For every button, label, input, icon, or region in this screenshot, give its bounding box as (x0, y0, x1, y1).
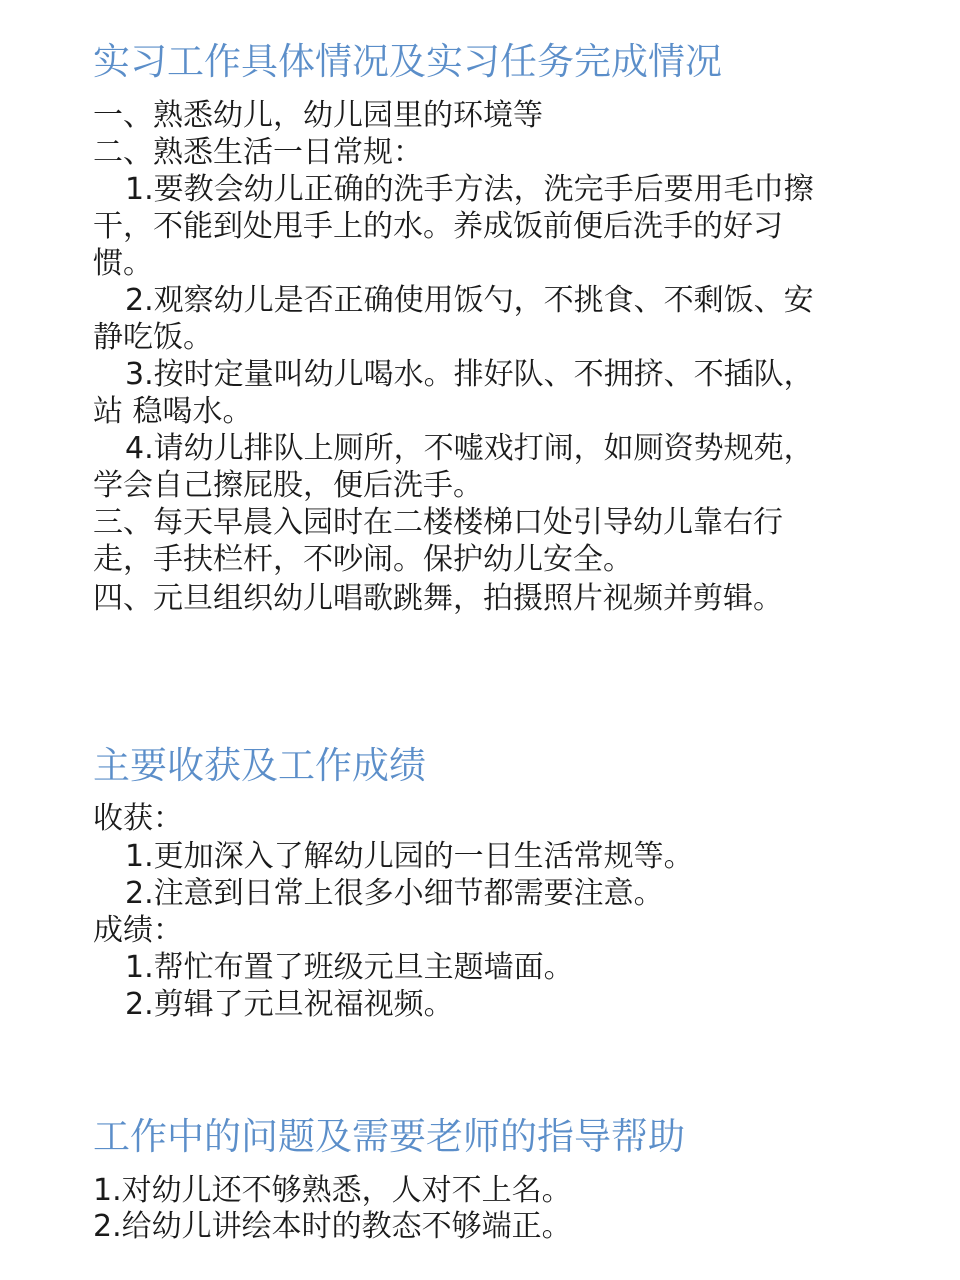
text-line: 3.按时定量叫幼儿喝水。排好队、不拥挤、不插队， (125, 357, 814, 392)
text-line: 四、元旦组织幼儿唱歌跳舞，拍摄照片视频并剪辑。 (93, 581, 783, 616)
text-line: 三、每天早晨入园时在二楼楼梯口处引导幼儿靠右行 (93, 505, 783, 540)
text-line: 2.注意到日常上很多小细节都需要注意。 (125, 876, 664, 911)
text-line: 1.要教会幼儿正确的洗手方法，洗完手后要用毛巾擦 (125, 172, 814, 207)
text-line: 1.帮忙布置了班级元旦主题墙面。 (125, 950, 574, 985)
text-line: 走，手扶栏杆，不吵闹。保护幼儿安全。 (93, 542, 633, 577)
text-line: 4.请幼儿排队上厕所，不嘘戏打闹，如厕资势规苑， (125, 431, 814, 466)
section-heading: 主要收获及工作成绩 (93, 744, 426, 787)
text-line: 一、熟悉幼儿，幼儿园里的环境等 (93, 98, 543, 133)
text-line: 1.更加深入了解幼儿园的一日生活常规等。 (125, 839, 694, 874)
section-heading: 工作中的问题及需要老师的指导帮助 (93, 1115, 685, 1158)
text-line: 惯。 (93, 246, 153, 281)
text-line: 二、熟悉生活一日常规： (93, 135, 423, 170)
text-line: 干，不能到处甩手上的水。养成饭前便后洗手的好习 (93, 209, 783, 244)
text-line: 2.观察幼儿是否正确使用饭勺，不挑食、不剩饭、安 (125, 283, 814, 318)
text-line: 站 稳喝水。 (93, 394, 253, 429)
text-line: 成绩： (93, 913, 183, 948)
text-line: 1.对幼儿还不够熟悉，人对不上名。 (93, 1173, 572, 1208)
text-line: 2.剪辑了元旦祝福视频。 (125, 987, 454, 1022)
text-line: 2.给幼儿讲绘本时的教态不够端正。 (93, 1209, 572, 1244)
text-line: 静吃饭。 (93, 320, 213, 355)
text-line: 学会自己擦屁股，便后洗手。 (93, 468, 483, 503)
section-heading: 实习工作具体情况及实习任务完成情况 (93, 40, 722, 83)
text-line: 收获： (93, 801, 183, 836)
